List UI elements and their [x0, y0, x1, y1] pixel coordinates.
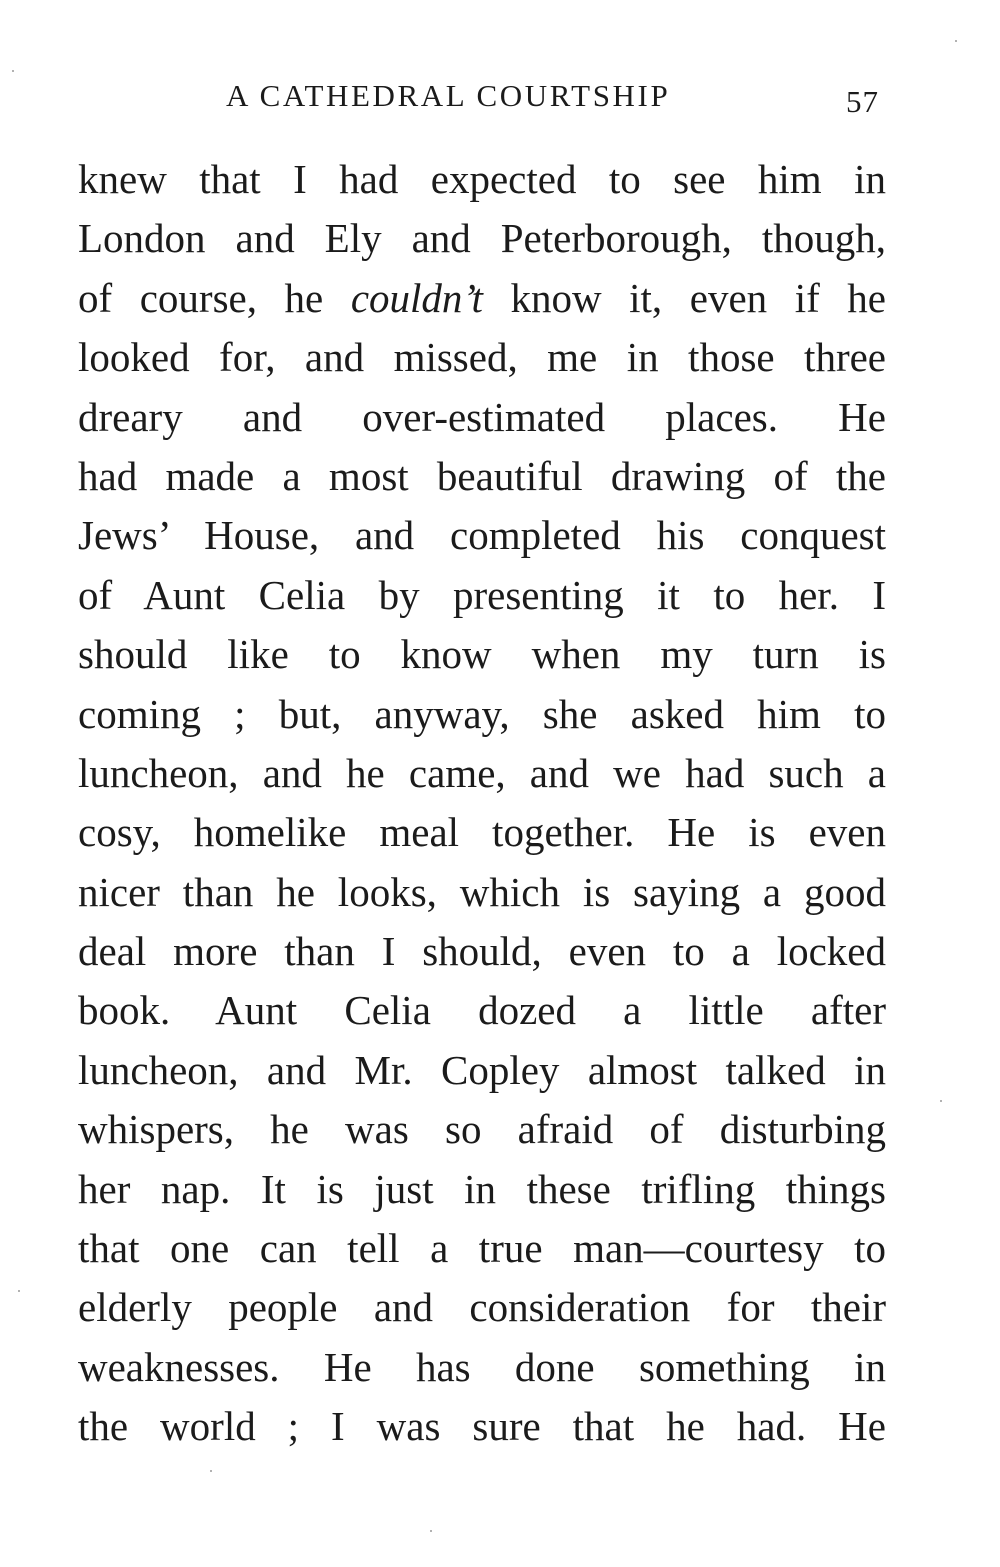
paper-speck — [12, 70, 14, 72]
page-number: 57 — [846, 84, 879, 119]
text-line: coming ; but, anyway, she asked him to — [78, 690, 886, 737]
text-line: that one can tell a true man—courtesy to — [78, 1225, 886, 1272]
text-line: should like to know when my turn is — [78, 631, 886, 678]
text-line: her nap. It is just in these trifling things — [78, 1165, 886, 1212]
text-line: luncheon, and he came, and we had such a — [78, 749, 886, 796]
paper-speck — [940, 1100, 942, 1102]
text-line: Jews’ House, and completed his conquest — [78, 512, 886, 559]
paper-speck — [210, 1470, 212, 1472]
paper-speck — [18, 1290, 20, 1292]
text-line: whispers, he was so afraid of disturbing — [78, 1106, 886, 1153]
paper-speck — [955, 40, 957, 42]
text-line: weaknesses. He has done something in — [78, 1343, 886, 1390]
text-line: cosy, homelike meal together. He is even — [78, 809, 886, 856]
text-line: had made a most beautiful drawing of the — [78, 452, 886, 499]
text-line: dreary and over-estimated places. He — [78, 393, 886, 440]
text-line: looked for, and missed, me in those three — [78, 334, 886, 381]
text-segment: know it, even if he — [482, 274, 886, 321]
text-line — [78, 269, 886, 328]
text-line: the world ; I was sure that he had. He — [78, 1403, 886, 1450]
text-line: of Aunt Celia by presenting it to her. I — [78, 571, 886, 618]
text-line: nicer than he looks, which is saying a good — [78, 868, 886, 915]
text-line: London and Ely and Peterborough, though, — [78, 215, 886, 262]
text-line: knew that I had expected to see him in — [78, 156, 886, 202]
text-line: book. Aunt Celia dozed a little after — [78, 987, 886, 1034]
body-text — [78, 150, 886, 1457]
italic-word: couldn’t — [350, 274, 483, 321]
text-line: elderly people and consideration for their — [78, 1284, 886, 1331]
running-title: A CATHEDRAL COURTSHIP — [226, 78, 671, 113]
paper-speck — [430, 1530, 432, 1532]
text-line: deal more than I should, even to a locked — [78, 928, 886, 975]
text-segment: of course, he — [78, 274, 351, 321]
running-header — [0, 74, 1000, 124]
text-line: luncheon, and Mr. Copley almost talked in — [78, 1046, 886, 1093]
